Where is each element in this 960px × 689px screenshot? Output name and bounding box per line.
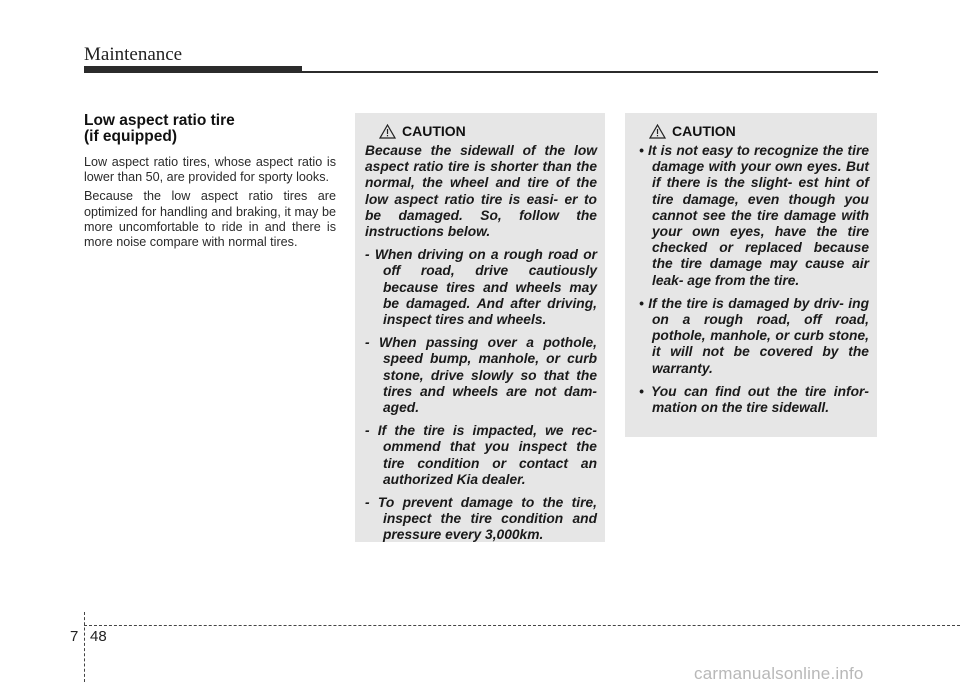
section-title xyxy=(84,113,336,145)
caution-item: • You can find out the tire infor- mation on the tire sidewall. xyxy=(639,383,869,416)
section-paragraph: Low aspect ratio tires, whose aspect ratio is lower than 50, are provided for sporty looks. xyxy=(84,155,336,185)
caution-item: - When driving on a rough road or off road, drive cautiously because tires and wheels may be damaged. And after driving, inspect tires and wheels. xyxy=(365,247,597,328)
caution-item: - To prevent damage to the tire, inspect the tire condition and pressure every 3,000km. xyxy=(365,495,597,543)
caution-item: • It is not easy to recognize the tire damage with your own eyes. But if there is the slight- est hint of tire damage, even though you cannot see the tire damage with your own eyes, have the tire checked or replaced because the tire damage may cause air leak- age from the tire. xyxy=(639,143,869,288)
header-title: Maintenance xyxy=(84,44,183,65)
caution-header xyxy=(365,122,597,140)
caution-item: • If the tire is damaged by driv- ing on a rough road, off road, pothole, manhole, or curb stone, it will not be covered by the warranty. xyxy=(639,295,869,376)
section-title-line1: Low aspect ratio tire xyxy=(84,112,235,129)
caution-item: - When passing over a pothole, speed bump, manhole, or curb stone, drive slowly so that the tires and wheels are not dam- aged. xyxy=(365,335,597,416)
page-number: 48 xyxy=(90,628,107,645)
caution-box-2 xyxy=(625,113,877,437)
warning-triangle-icon xyxy=(649,124,666,139)
section-paragraph: Because the low aspect ratio tires are optimized for handling and braking, it may be more uncomfortable to ride in and there is more noise compare with normal tires. xyxy=(84,189,336,250)
footer-divider-vertical xyxy=(84,612,85,682)
header-rule-thin xyxy=(302,71,878,73)
section-column xyxy=(84,113,336,254)
header-rule-thick xyxy=(84,66,302,73)
watermark: carmanualsonline.info xyxy=(694,664,864,683)
warning-triangle-icon xyxy=(379,124,396,139)
caution-item: - If the tire is impacted, we rec- ommend that you inspect the tire condition or contact an authorized Kia dealer. xyxy=(365,423,597,487)
caution-label: CAUTION xyxy=(402,123,466,139)
footer-divider-horizontal xyxy=(84,625,960,626)
caution-intro: Because the sidewall of the low aspect ratio tire is shorter than the normal, the wheel and tire of the low aspect ratio tire is easi- er to be damaged. So, follow the instructions below. xyxy=(365,143,597,240)
section-title-line2: (if equipped) xyxy=(84,128,177,145)
chapter-number: 7 xyxy=(70,628,79,645)
caution-box-1 xyxy=(355,113,605,542)
caution-label: CAUTION xyxy=(672,123,736,139)
caution-header xyxy=(635,122,869,140)
